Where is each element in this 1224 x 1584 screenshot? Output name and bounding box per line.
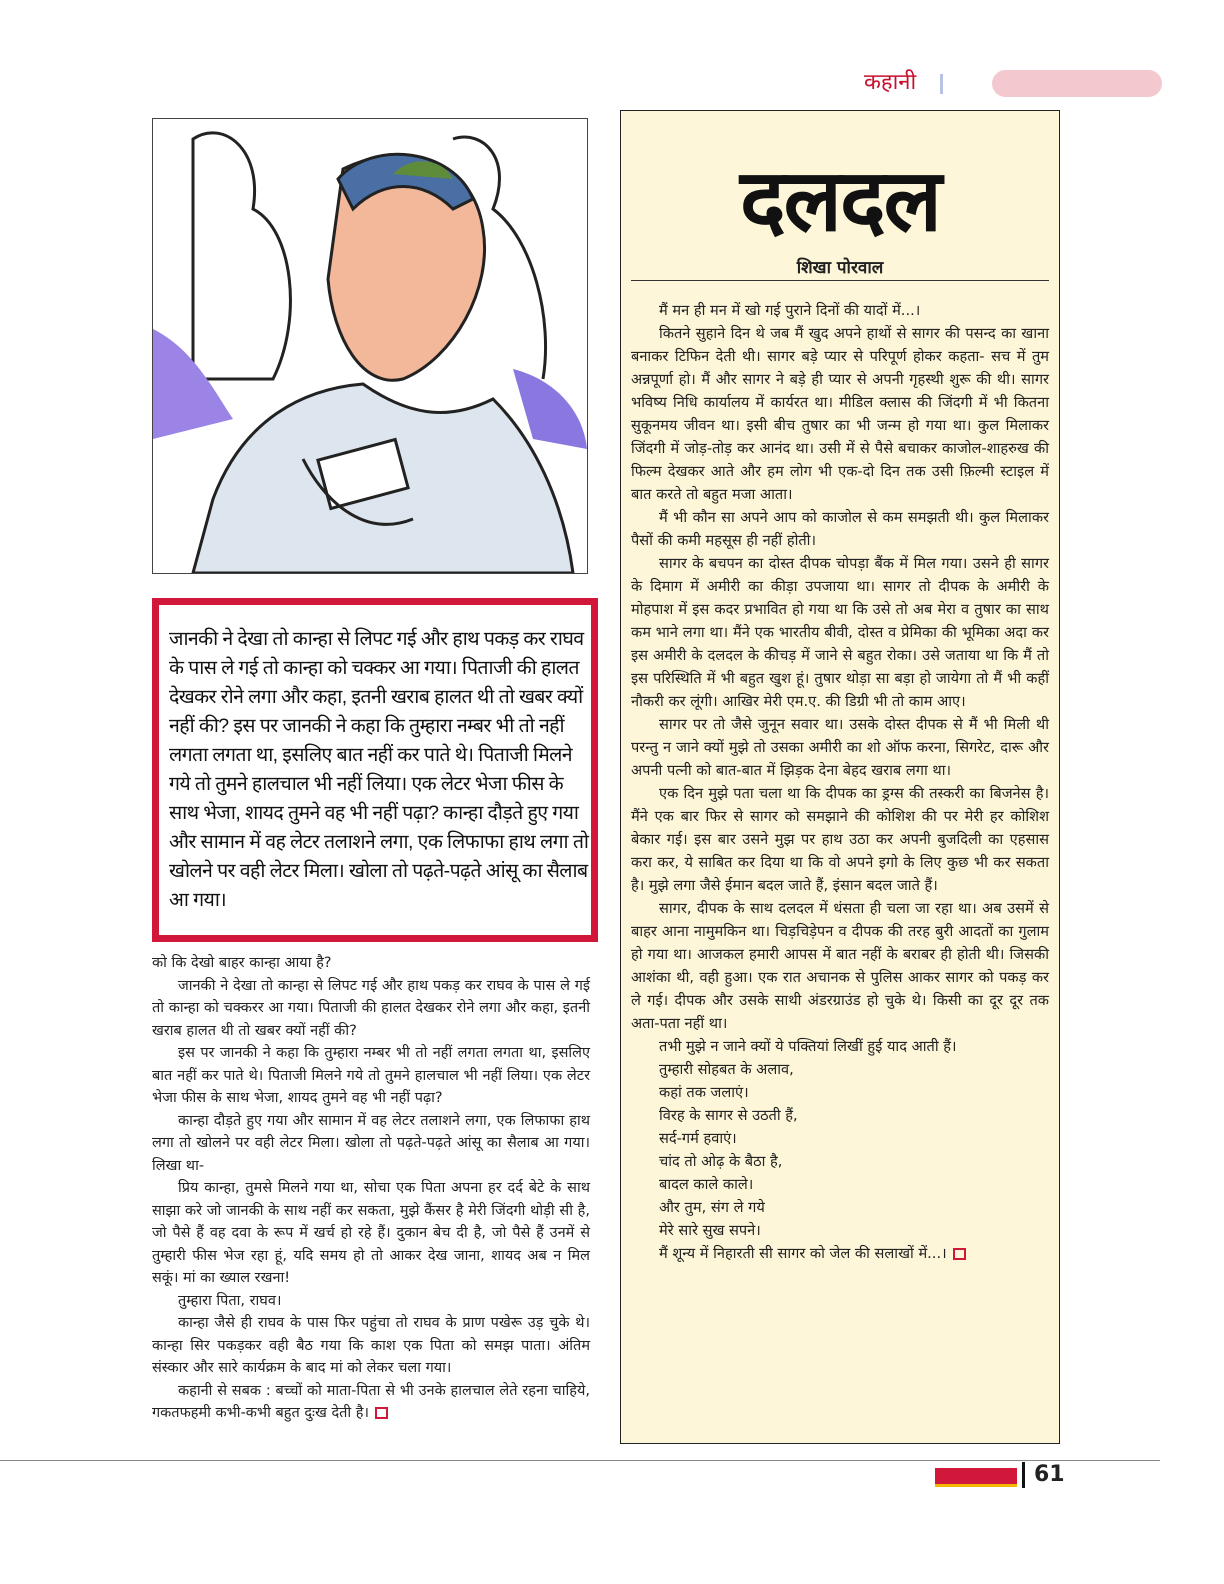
left-column-text [152, 952, 590, 1425]
section-divider [940, 74, 943, 94]
poem-line: चांद तो ओढ़ के बैठा है, [659, 1153, 783, 1170]
footer-rule [0, 1460, 1160, 1461]
poem-line: मेरे सारे सुख सपने। [659, 1222, 761, 1239]
paragraph: मैं भी कौन सा अपने आप को काजोल से कम समझती थी। कुल मिलाकर पैसों की कमी महसूस ही नहीं होती। [631, 509, 1049, 549]
poem-line: कहां तक जलाएं। [659, 1084, 749, 1101]
paragraph: सागर के बचपन का दोस्त दीपक चोपड़ा बैंक में मिल गया। उसने ही सागर के दिमाग में अमीरी का कीड़ा उपजाया था। सागर तो दीपक के अमीरी के मोहपाश में इस कदर प्रभावित हो गया था कि उसे तो अब मेरा व तुषार का साथ कम भाने लगा था। मैंने एक भारतीय बीवी, दोस्त व प्रेमिका की भूमिका अदा कर इस अमीरी के दलदल के कीचड़ में जाने से बहुत रोका। उसे जताया था कि मैं तो इस परिस्थिति में भी बहुत खुश हूं। तुषार थोड़ा सा बड़ा हो जायेगा तो मैं भी कहीं नौकरी कर लूंगी। आखिर मेरी एम.ए. की डिग्री भी तो काम आए। [631, 555, 1049, 710]
paragraph: तुम्हारा पिता, राघव। [178, 1292, 282, 1309]
page-number: 61 [1034, 1462, 1065, 1487]
story-box [620, 110, 1060, 1444]
right-column-text [631, 299, 1049, 1265]
closing-line [631, 1242, 1049, 1265]
poem-line: तुम्हारी सोहबत के अलाव, [659, 1061, 794, 1078]
section-label: कहानी [864, 70, 917, 95]
paragraph: सागर पर तो जैसे जुनून सवार था। उसके दोस्त दीपक से मैं भी मिली थी परन्तु न जाने क्यों मुझे तो उसका अमीरी का शो ऑफ करना, सिगरेट, दारू और अपनी पत्नी को बात-बात में झिड़क देना बेहद खराब लगा था। [631, 716, 1049, 779]
paragraph: एक दिन मुझे पता चला था कि दीपक का ड्रग्स की तस्करी का बिजनेस है। मैंने एक बार फिर से सागर को समझाने की कोशिश की पर मेरी हर कोशिश बेकार गई। इस बार उसने मुझ पर हाथ उठा कर अपनी बुजदिली का एहसास करा कर, ये साबित कर दिया था कि वो अपने इगो के लिए कुछ भी कर सकता है। मुझे लगा जैसे ईमान बदल जाते हैं, इंसान बदल जाते हैं। [631, 785, 1049, 894]
paragraph-final [152, 1380, 590, 1425]
end-mark-icon [375, 1407, 388, 1419]
paragraph: कितने सुहाने दिन थे जब मैं खुद अपने हाथों से सागर की पसन्द का खाना बनाकर टिफिन देती थी। सागर बड़े प्यार से परिपूर्ण होकर कहता- सच में तुम अन्नपूर्णा हो। मैं और सागर ने बड़े ही प्यार से अपनी गृहस्थी शुरू की थी। सागर भविष्य निधि कार्यालय में कार्यरत था। मीडिल क्लास की जिंदगी में भी कितना सुकूनमय जीवन था। इसी बीच तुषार का भी जन्म हो गया था। कुल मिलाकर जिंदगी में जोड़-तोड़ कर आनंद था। उसी में से पैसे बचाकर काजोल-शाहरुख की फिल्म देखकर आते और हम लोग भी एक-दो दिन तक उसी फ़िल्मी स्टाइल में बात करते तो बहुत मजा आता। [631, 325, 1049, 503]
paragraph: इस पर जानकी ने कहा कि तुम्हारा नम्बर भी तो नहीं लगता लगता था, इसलिए बात नहीं कर पाते थे। पिताजी मिलने गये तो तुमने हालचाल भी नहीं लिया। एक लेटर भेजा फीस के साथ भेजा, शायद तुमने वह भी नहीं पढ़ा? [152, 1045, 590, 1106]
paragraph: सागर, दीपक के साथ दलदल में धंसता ही चला जा रहा था। अब उसमें से बाहर आना नामुमकिन था। चिड़चिड़ेपन व दीपक की तरह बुरी आदतों का गुलाम हो गया था। आजकल हमारी आपस में बात नहीं के बराबर ही होती थी। जिसकी आशंका थी, वही हुआ। एक रात अचानक से पुलिस आकर सागर को पकड़ कर ले गई। दीपक और उसके साथी अंडरग्राउंड हो चुके थे। किसी का दूर दूर तक अता-पता नहीं था। [631, 900, 1049, 1032]
paragraph: मैं मन ही मन में खो गई पुराने दिनों की यादों में...। [659, 302, 921, 319]
paragraph: प्रिय कान्हा, तुमसे मिलने गया था, सोचा एक पिता अपना हर दर्द बेटे के साथ साझा करे जो जानकी के साथ नहीं कर सकता, मुझे कैंसर है मेरी जिंदगी थोड़ी सी है, जो पैसे हैं वह दवा के रूप में खर्च हो रहे हैं। दुकान बेच दी है, जो पैसे हैं उनमें से तुम्हारी फीस भेज रहा हूं, यदि समय हो तो आकर देख जाना, शायद अब न मिल सकूं। मां का ख्याल रखना! [152, 1180, 590, 1286]
paragraph: कान्हा दौड़ते हुए गया और सामान में वह लेटर तलाशने लगा, एक लिफाफा हाथ लगा तो खोलने पर वही लेटर मिला। खोला तो पढ़ते-पढ़ते आंसू का सैलाब आ गया। लिखा था- [152, 1112, 590, 1174]
paragraph-text: कहानी से सबक : बच्चों को माता-पिता से भी उनके हालचाल लेते रहना चाहिये, गकतफहमी कभी-कभी बहुत दुःख देती है। [152, 1382, 590, 1421]
footer-divider [1022, 1462, 1025, 1488]
end-mark-icon [953, 1248, 966, 1260]
decorative-pill [992, 70, 1162, 97]
story-title: दलदल [740, 151, 940, 251]
poem-line: सर्द-गर्म हवाएं। [659, 1130, 737, 1147]
closing-text: मैं शून्य में निहारती सी सागर को जेल की सलाखों में...। [659, 1245, 947, 1262]
paragraph: को कि देखो बाहर कान्हा आया है? [152, 955, 332, 971]
paragraph: जानकी ने देखा तो कान्हा से लिपट गई और हाथ पकड़ कर राघव के पास ले गई तो कान्हा को चक्करर आ गया। पिताजी की हालत देखकर रोने लगा और कहा, इतनी खराब हालत थी तो खबर क्यों नहीं की? [152, 977, 590, 1039]
paragraph: कान्हा जैसे ही राघव के पास फिर पहुंचा तो राघव के प्राण पखेरू उड़ चुके थे। कान्हा सिर पकड़कर वही बैठ गया कि काश एक पिता को समझ पाता। अंतिम संस्कार और सारे कार्यक्रम के बाद मां को लेकर चला गया। [152, 1315, 590, 1376]
poem-line: तभी मुझे न जाने क्यों ये पक्तियां लिखीं हुई याद आती हैं। [659, 1038, 957, 1055]
poem-line: और तुम, संग ले गये [659, 1199, 765, 1216]
poem-line: विरह के सागर से उठती हैं, [659, 1107, 798, 1124]
author-name: शिखा पोरवाल [631, 255, 1049, 281]
pull-quote: जानकी ने देखा तो कान्हा से लिपट गई और हाथ पकड़ कर राघव के पास ले गई तो कान्हा को चक्कर आ गया। पिताजी की हालत देखकर रोने लगा और कहा, इतनी खराब हालत थी तो खबर क्यों नहीं की? इस पर जानकी ने कहा कि तुम्हारा नम्बर भी तो नहीं लगता लगता था, इसलिए बात नहीं कर पाते थे। पिताजी मिलने गये तो तुमने हालचाल भी नहीं लिया। एक लेटर भेजा फीस के साथ भेजा, शायद तुमने वह भी नहीं पढ़ा? कान्हा दौड़ते हुए गया और सामान में वह लेटर तलाशने लगा, एक लिफाफा हाथ लगा तो खोलने पर वही लेटर मिला। खोला तो पढ़ते-पढ़ते आंसू का सैलाब आ गया। [152, 598, 598, 942]
poem-line: बादल काले काले। [659, 1176, 754, 1193]
magazine-logo-icon [935, 1468, 1017, 1487]
story-illustration [152, 118, 588, 574]
